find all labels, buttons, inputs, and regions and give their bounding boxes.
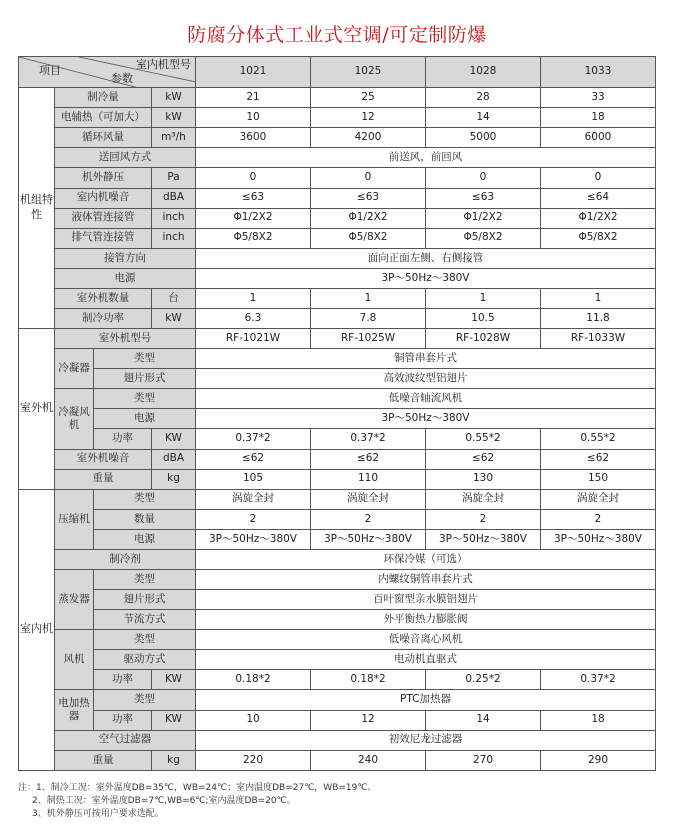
header-param-label: 参数	[111, 72, 133, 85]
table-row	[19, 549, 656, 569]
table-row	[19, 208, 656, 228]
table-row	[19, 650, 656, 670]
value-cell: 14	[426, 108, 541, 128]
span-value: 铜管串套片式	[196, 349, 656, 369]
value-cell: 7.8	[311, 308, 426, 328]
value-cell: 0.25*2	[426, 670, 541, 690]
value-cell: RF-1025W	[311, 329, 426, 349]
table-row	[19, 248, 656, 268]
table-row	[19, 148, 656, 168]
value-cell: 240	[311, 750, 426, 770]
value-cell: 11.8	[541, 308, 656, 328]
value-cell: Φ1/2X2	[196, 208, 311, 228]
row-label: 室外机型号	[55, 329, 196, 349]
sub-group-label: 风机	[55, 630, 94, 690]
row-label: 制冷功率	[55, 308, 152, 328]
unit-cell: dBA	[152, 449, 196, 469]
value-cell: 110	[311, 469, 426, 489]
row-label: 类型	[94, 489, 196, 509]
row-label: 类型	[94, 630, 196, 650]
row-label: 类型	[94, 570, 196, 590]
table-row	[19, 168, 656, 188]
value-cell: 1	[311, 288, 426, 308]
span-value: 初效尼龙过滤器	[196, 730, 656, 750]
span-value: 低噪音轴流风机	[196, 389, 656, 409]
value-cell: RF-1021W	[196, 329, 311, 349]
value-cell: 21	[196, 88, 311, 108]
row-label: 制冷剂	[55, 549, 196, 569]
sub-group-label: 蒸发器	[55, 570, 94, 630]
unit-cell: inch	[152, 228, 196, 248]
value-cell: 150	[541, 469, 656, 489]
table-row	[19, 750, 656, 770]
table-row	[19, 429, 656, 449]
value-cell: 3600	[196, 128, 311, 148]
table-row	[19, 449, 656, 469]
value-cell: 5000	[426, 128, 541, 148]
row-label: 类型	[94, 389, 196, 409]
group-label-unit: 机组特性	[19, 88, 55, 329]
value-cell: Φ1/2X2	[541, 208, 656, 228]
value-cell: ≤62	[311, 449, 426, 469]
value-cell: 14	[426, 710, 541, 730]
table-row	[19, 570, 656, 590]
value-cell: 3P～50Hz～380V	[311, 529, 426, 549]
value-cell: 3P～50Hz～380V	[541, 529, 656, 549]
table-row	[19, 730, 656, 750]
table-row	[19, 489, 656, 509]
value-cell: 涡旋全封	[196, 489, 311, 509]
unit-cell: kW	[152, 108, 196, 128]
unit-cell: dBA	[152, 188, 196, 208]
row-label: 重量	[55, 469, 152, 489]
header-item-label: 项目	[39, 64, 61, 77]
value-cell: 0	[311, 168, 426, 188]
table-row	[19, 469, 656, 489]
unit-cell: kg	[152, 750, 196, 770]
row-label: 节流方式	[94, 610, 196, 630]
row-label: 类型	[94, 349, 196, 369]
value-cell: Φ5/8X2	[426, 228, 541, 248]
span-value: 3P～50Hz～380V	[196, 268, 656, 288]
table-row	[19, 288, 656, 308]
table-row	[19, 308, 656, 328]
span-value: 前送风，前回风	[196, 148, 656, 168]
row-label: 电源	[55, 268, 196, 288]
value-cell: 10.5	[426, 308, 541, 328]
group-label-outdoor: 室外机	[19, 329, 55, 490]
row-label: 空气过滤器	[55, 730, 196, 750]
table-row	[19, 329, 656, 349]
value-cell: RF-1028W	[426, 329, 541, 349]
value-cell: 220	[196, 750, 311, 770]
sub-group-label: 电加热器	[55, 690, 94, 730]
value-cell: Φ1/2X2	[426, 208, 541, 228]
sub-group-label: 冷凝风机	[55, 389, 94, 449]
value-cell: 130	[426, 469, 541, 489]
table-row	[19, 128, 656, 148]
value-cell: Φ1/2X2	[311, 208, 426, 228]
model-header: 1028	[426, 57, 541, 88]
value-cell: 0	[426, 168, 541, 188]
value-cell: Φ5/8X2	[311, 228, 426, 248]
table-row	[19, 268, 656, 288]
value-cell: 涡旋全封	[541, 489, 656, 509]
row-label: 室内机噪音	[55, 188, 152, 208]
table-row	[19, 409, 656, 429]
value-cell: ≤62	[196, 449, 311, 469]
footnote: 注：1、制冷工况：室外温度DB=35℃，WB=24℃；室内温度DB=27℃，WB=19℃。	[18, 783, 377, 793]
unit-cell: KW	[152, 670, 196, 690]
value-cell: 290	[541, 750, 656, 770]
unit-cell: KW	[152, 710, 196, 730]
row-label: 接管方向	[55, 248, 196, 268]
table-row	[19, 529, 656, 549]
row-label: 重量	[55, 750, 152, 770]
unit-cell: Pa	[152, 168, 196, 188]
value-cell: 0.37*2	[196, 429, 311, 449]
row-label: 功率	[94, 710, 152, 730]
value-cell: Φ5/8X2	[196, 228, 311, 248]
row-label: 翅片形式	[94, 590, 196, 610]
unit-cell: inch	[152, 208, 196, 228]
value-cell: 10	[196, 710, 311, 730]
row-label: 液体管连接管	[55, 208, 152, 228]
footnote: 2、制热工况：室外温度DB=7℃,WB=6℃;室内温度DB=20℃。	[32, 796, 296, 806]
value-cell: 0.55*2	[541, 429, 656, 449]
value-cell: ≤62	[426, 449, 541, 469]
unit-cell: kg	[152, 469, 196, 489]
table-row	[19, 369, 656, 389]
span-value: 高效波纹型铝翅片	[196, 369, 656, 389]
header-model-label: 室内机型号	[136, 58, 191, 71]
table-row	[19, 389, 656, 409]
value-cell: 28	[426, 88, 541, 108]
row-label: 机外静压	[55, 168, 152, 188]
spec-table	[18, 56, 656, 771]
value-cell: 10	[196, 108, 311, 128]
sub-group-label: 冷凝器	[55, 349, 94, 389]
row-label: 类型	[94, 690, 196, 710]
span-value: 外平衡热力膨胀阀	[196, 610, 656, 630]
row-label: 电源	[94, 409, 196, 429]
value-cell: 0.37*2	[541, 670, 656, 690]
unit-cell: 台	[152, 288, 196, 308]
value-cell: 0.37*2	[311, 429, 426, 449]
value-cell: 2	[426, 509, 541, 529]
table-row	[19, 710, 656, 730]
value-cell: Φ5/8X2	[541, 228, 656, 248]
value-cell: 0	[196, 168, 311, 188]
value-cell: 1	[196, 288, 311, 308]
value-cell: 270	[426, 750, 541, 770]
value-cell: ≤63	[196, 188, 311, 208]
unit-cell: m³/h	[152, 128, 196, 148]
table-row	[19, 108, 656, 128]
table-row	[19, 88, 656, 108]
value-cell: 12	[311, 108, 426, 128]
sub-group-label: 压缩机	[55, 489, 94, 549]
unit-cell: kW	[152, 88, 196, 108]
row-label: 排气管连接管	[55, 228, 152, 248]
group-label-indoor: 室内机	[19, 489, 55, 770]
row-label: 翅片形式	[94, 369, 196, 389]
unit-cell: KW	[152, 429, 196, 449]
value-cell: ≤63	[311, 188, 426, 208]
header-corner	[19, 57, 196, 88]
value-cell: 25	[311, 88, 426, 108]
value-cell: 3P～50Hz～380V	[196, 529, 311, 549]
row-label: 数量	[94, 509, 196, 529]
value-cell: 6000	[541, 128, 656, 148]
value-cell: 18	[541, 710, 656, 730]
row-label: 制冷量	[55, 88, 152, 108]
value-cell: 1	[426, 288, 541, 308]
value-cell: 33	[541, 88, 656, 108]
table-row	[19, 690, 656, 710]
row-label: 室外机数量	[55, 288, 152, 308]
value-cell: 0	[541, 168, 656, 188]
model-header: 1033	[541, 57, 656, 88]
span-value: 面向正面左侧、右侧接管	[196, 248, 656, 268]
table-row	[19, 509, 656, 529]
value-cell: 105	[196, 469, 311, 489]
page-title: 防腐分体式工业式空调/可定制防爆	[187, 24, 487, 46]
value-cell: RF-1033W	[541, 329, 656, 349]
table-row	[19, 188, 656, 208]
value-cell: 0.55*2	[426, 429, 541, 449]
row-label: 电源	[94, 529, 196, 549]
row-label: 电辅热（可加大）	[55, 108, 152, 128]
model-header: 1025	[311, 57, 426, 88]
value-cell: 2	[311, 509, 426, 529]
footnote: 3、机外静压可按用户要求选配。	[32, 809, 164, 819]
value-cell: ≤62	[541, 449, 656, 469]
value-cell: ≤63	[426, 188, 541, 208]
table-row	[19, 57, 656, 88]
span-value: 电动机直驱式	[196, 650, 656, 670]
span-value: 3P～50Hz～380V	[196, 409, 656, 429]
value-cell: 6.3	[196, 308, 311, 328]
value-cell: ≤64	[541, 188, 656, 208]
row-label: 功率	[94, 429, 152, 449]
value-cell: 3P～50Hz～380V	[426, 529, 541, 549]
span-value: 环保冷媒（可选）	[196, 549, 656, 569]
row-label: 室外机噪音	[55, 449, 152, 469]
row-label: 送回风方式	[55, 148, 196, 168]
value-cell: 0.18*2	[311, 670, 426, 690]
unit-cell: kW	[152, 308, 196, 328]
value-cell: 1	[541, 288, 656, 308]
value-cell: 4200	[311, 128, 426, 148]
footnotes	[18, 782, 377, 821]
value-cell: 2	[196, 509, 311, 529]
table-row	[19, 610, 656, 630]
table-row	[19, 590, 656, 610]
table-row	[19, 228, 656, 248]
row-label: 功率	[94, 670, 152, 690]
table-row	[19, 349, 656, 369]
value-cell: 0.18*2	[196, 670, 311, 690]
table-row	[19, 630, 656, 650]
value-cell: 12	[311, 710, 426, 730]
row-label: 驱动方式	[94, 650, 196, 670]
value-cell: 18	[541, 108, 656, 128]
row-label: 循环风量	[55, 128, 152, 148]
span-value: 低噪音离心风机	[196, 630, 656, 650]
span-value: PTC加热器	[196, 690, 656, 710]
model-header: 1021	[196, 57, 311, 88]
value-cell: 涡旋全封	[426, 489, 541, 509]
span-value: 内螺纹铜管串套片式	[196, 570, 656, 590]
span-value: 百叶窗型亲水膜铝翅片	[196, 590, 656, 610]
value-cell: 2	[541, 509, 656, 529]
value-cell: 涡旋全封	[311, 489, 426, 509]
table-row	[19, 670, 656, 690]
